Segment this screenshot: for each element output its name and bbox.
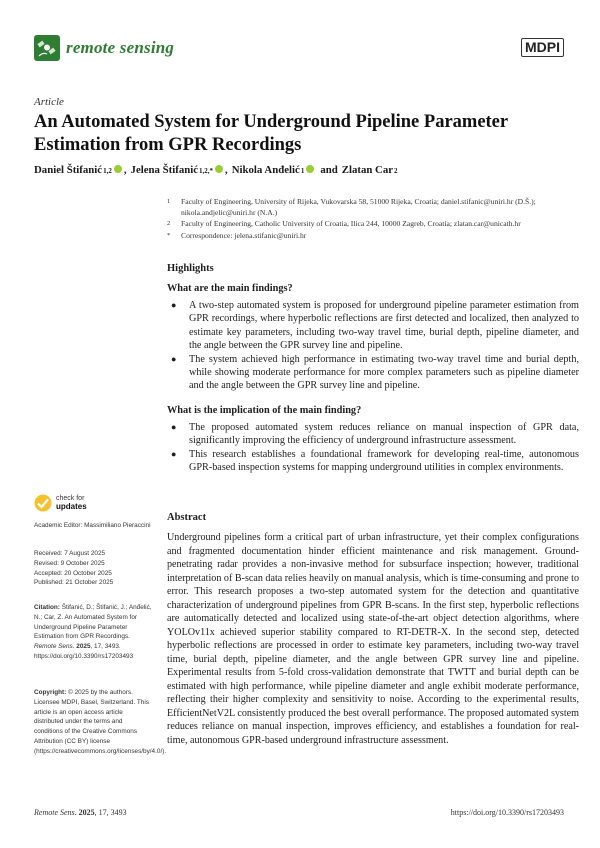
list-item: ● This research establishes a foundational framework for developing real-time, autonomous GPR-based inspection systems for mapping underground utilities in complex environments.: [171, 448, 579, 474]
orcid-icon[interactable]: [306, 165, 314, 173]
footer-journal: Remote Sens. 2025, 17, 3493: [34, 808, 127, 817]
article-type: Article: [34, 96, 64, 108]
affiliations: [167, 196, 577, 241]
journal-name: remote sensing: [66, 38, 175, 57]
authors-and: and: [320, 164, 338, 176]
list-item: ● The system achieved high performance in estimating two-way travel time and burial depth, while showing moderate performance for more complex parameters such as pipeline diameter and the angle between the GPR survey line and pipeline.: [171, 353, 579, 392]
license-link[interactable]: © 2025 by the authors. Licensee MDPI, Basel, Switzerland. This article is an open access article distributed under the terms and conditions of the Creative Commons Attribution (CC BY) license (https://creativecommons.org/licenses/by/4.0/).: [34, 689, 167, 755]
orcid-icon[interactable]: [114, 165, 122, 173]
list-item: ● The proposed automated system reduces reliance on manual inspection of GPR data, significantly improving the efficiency of underground infrastructure assessment.: [171, 422, 579, 447]
abstract-heading: Abstract: [167, 512, 207, 523]
citation: Citation: Štifanić, D.; Štifanić, J.; Anđelić, N.; Car, Z. An Automated System for Underground Pipeline Parameter Estimation from GPR Recordings. Remote Sens. 2025, 17, 3493. https://doi.org/10.3390/rs17203493: [34, 604, 152, 660]
author[interactable]: Daniel Štifanić 1,2 ,: [34, 164, 127, 176]
satellite-icon: [34, 35, 60, 61]
academic-editor: Academic Editor: Massimiliano Pieraccini: [34, 522, 151, 529]
highlights-heading: Highlights: [167, 263, 214, 274]
affiliation: 2 Faculty of Engineering, Catholic University of Croatia, Ilica 244, 10000 Zagreb, Croatia; zlatan.car@unicath.hr: [167, 219, 521, 229]
publisher-name: MDPI: [521, 38, 564, 57]
correspondence: * Correspondence: jelena.stifanic@uniri.hr: [167, 230, 307, 240]
implication-question: What is the implication of the main finding?: [167, 405, 362, 416]
implication-list: [167, 421, 579, 475]
author-list: [34, 164, 574, 176]
abstract-text: Underground pipelines form a critical part of urban infrastructure, yet their complex configurations and fragmented documentation hinder efficient maintenance and risk management. Ground-penetrating radar provides a non-invasive method for subsurface inspection; however, traditional interpretation of B-scan data relies heavily on manual analysis, which is time-consuming and prone to error. This research proposes a two-step automated system for the detection and quantitative characterization of underground pipelines from GPR B-scans. In the first step, hyperbolic reflections are automatically detected and localized using state-of-the-art object detection algorithms, where YOLOv11x achieved superior stability compared to RT-DETR-X. In the second step, detected hyperbolic reflections are processed in order to estimate key parameters, including two-way travel time, burial depth, pipeline diameter, and the angle between GPR survey line and pipeline. Experimental results from 5-fold cross-validation demonstrate that TWTT and burial depth can be estimated with high performance, while pipeline diameter and angle exhibit moderate performance, reflecting their higher complexity and sensitivity to noise. According to the experimental results, EfficientNetV2L consistently produced the best overall performance. The proposed automated system reduces reliance on manual inspection, improves efficiency, and establishes a foundation for real-time, autonomous GPR-based underground infrastructure assessment.: [167, 532, 579, 746]
copyright: Copyright: © 2025 by the authors. Licensee MDPI, Basel, Switzerland. This article is an open access article distributed under the terms and conditions of the Creative Commons Attribution (CC BY) license (https://creativecommons.org/licenses/by/4.0/).: [34, 689, 167, 755]
check-updates-icon: [34, 494, 52, 512]
findings-question: What are the main findings?: [167, 283, 293, 294]
list-item: ● A two-step automated system is proposed for underground pipeline parameter estimation from GPR recordings, where hyperbolic reflections are first detected and localized, then analyzed to estimate key parameters, including two-way travel time, burial depth, pipeline diameter, and the angle between the GPR survey line and pipeline.: [171, 300, 579, 352]
orcid-icon[interactable]: [215, 165, 223, 173]
article-title: An Automated System for Underground Pipeline Parameter Estimation from GPR Recordings: [34, 112, 508, 155]
citation-doi-link[interactable]: , 17, 3493. https://doi.org/10.3390/rs17203493: [34, 643, 134, 660]
footer-doi-link[interactable]: https://doi.org/10.3390/rs17203493: [450, 808, 564, 817]
check-for-updates-button[interactable]: check for updates: [34, 494, 87, 512]
publisher-logo: [521, 38, 564, 57]
affiliation: 1 Faculty of Engineering, University of Rijeka, Vukovarska 58, 51000 Rijeka, Croatia; daniel.stifanic@uniri.hr (D.Š.); nikola.andjelic@uniri.hr (N.A.): [167, 197, 536, 218]
author[interactable]: Jelena Štifanić 1,2,* ,: [130, 164, 228, 176]
author[interactable]: Zlatan Car 2: [341, 164, 398, 176]
journal-header: [34, 33, 174, 63]
findings-list: [167, 299, 579, 393]
publication-dates: Received: 7 August 2025 Revised: 9 October 2025 Accepted: 20 October 2025 Published: 21 October 2025: [34, 550, 114, 587]
author[interactable]: Nikola Anđelić 1: [232, 164, 321, 176]
